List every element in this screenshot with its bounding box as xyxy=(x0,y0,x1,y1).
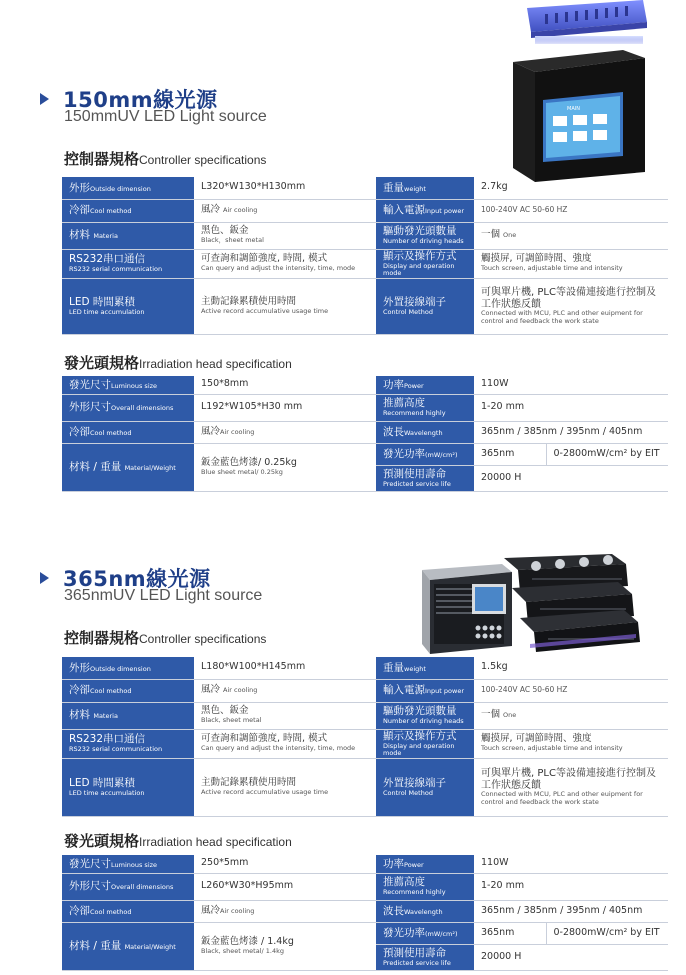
value: 風冷 xyxy=(201,204,221,216)
value: L180*W100*H145mm xyxy=(201,661,306,673)
controller-spec-table-2 xyxy=(62,657,668,817)
table-row xyxy=(62,443,668,465)
value-cell xyxy=(474,679,668,702)
value-cell xyxy=(194,855,376,873)
head-spec-heading-en: Irradiation head specification xyxy=(139,357,292,371)
value-en: Active record accumulative usage time xyxy=(201,787,329,796)
label-cell xyxy=(62,249,194,278)
label-en: Cool method xyxy=(90,207,132,216)
value-cell xyxy=(194,702,376,729)
head-spec-heading-cn: 發光頭規格 xyxy=(64,354,140,372)
table-row xyxy=(62,199,668,222)
table-row xyxy=(62,278,668,334)
label-cn: 冷卻 xyxy=(69,684,90,697)
value: 可與單片機, PLC等設備連接進行控制及工作狀態反饋 xyxy=(481,287,656,310)
label-cn: 驅動發光頭數量 xyxy=(383,225,457,238)
value-cell xyxy=(474,421,668,443)
table-row xyxy=(62,177,668,199)
value-en: One xyxy=(503,711,517,720)
label-en: Luminous size xyxy=(111,860,158,869)
label-en: Overall dimensions xyxy=(111,883,174,892)
value: 365nm xyxy=(481,926,515,938)
table-row xyxy=(62,249,668,278)
label-en: RS232 serial communication xyxy=(69,745,163,754)
value: 觸摸屏, 可調節時間、強度 xyxy=(481,253,592,265)
value-cell xyxy=(194,249,376,278)
value-en: Touch screen, adjustable time and intensity xyxy=(481,264,623,273)
label-cn: 外形尺寸 xyxy=(69,880,111,893)
label-en: Display and operation mode xyxy=(383,741,455,758)
value: 可與單片機, PLC等設備連接進行控制及工作狀態反饋 xyxy=(481,768,656,791)
label-en: weight xyxy=(404,184,426,193)
value-cell xyxy=(194,177,376,199)
value-cell xyxy=(194,657,376,679)
value-cell xyxy=(194,421,376,443)
value-cell xyxy=(474,873,668,900)
label-en: Cool method xyxy=(90,687,132,696)
value-en: Active record accumulative usage time xyxy=(201,306,329,315)
triangle-bullet-icon xyxy=(40,93,49,105)
value-cell xyxy=(474,944,668,970)
label-cell xyxy=(376,443,474,465)
label-cn: 預測使用壽命 xyxy=(383,467,446,480)
label-cell xyxy=(376,679,474,702)
triangle-bullet-icon xyxy=(40,572,49,584)
label-en: Input power xyxy=(425,687,464,696)
label-cell xyxy=(376,657,474,679)
value: 365nm xyxy=(481,447,515,459)
value: 20000 H xyxy=(481,471,522,483)
table-row xyxy=(62,855,668,873)
value: 風冷 xyxy=(201,425,221,437)
table-row xyxy=(62,702,668,729)
value-en: Black，sheet metal xyxy=(201,236,264,245)
label-en: (mW/cm²) xyxy=(425,450,458,459)
label-cn: 材料 / 重量 xyxy=(69,939,122,952)
table-row xyxy=(62,657,668,679)
label-en: Luminous size xyxy=(111,381,158,390)
label-en: Number of driving heads xyxy=(383,717,464,726)
value: 主動記錄累積使用時間 xyxy=(201,776,297,788)
label-en: Number of driving heads xyxy=(383,237,464,246)
value-en: Black, sheet metal/ 1.4kg xyxy=(201,946,284,955)
label-en: Display and operation mode xyxy=(383,261,455,278)
label-cn: 功率 xyxy=(383,857,404,870)
label-cell xyxy=(62,702,194,729)
value-en: Can query and adjust the intensity, time, mode xyxy=(201,264,356,273)
label-cell xyxy=(376,199,474,222)
label-cell xyxy=(376,465,474,491)
value-cell xyxy=(194,922,376,970)
label-en: Cool method xyxy=(90,907,132,916)
value-cell xyxy=(474,855,668,873)
label-en: Material/Weight xyxy=(124,942,176,951)
value: 主動記錄累積使用時間 xyxy=(201,295,297,307)
value: 觸摸屏, 可調節時間、強度 xyxy=(481,733,592,745)
label-cell xyxy=(376,729,474,758)
label-cell xyxy=(62,922,194,970)
label-cn: 冷卻 xyxy=(69,425,90,438)
label-cell xyxy=(376,702,474,729)
label-cn: 冷卻 xyxy=(69,904,90,917)
value-en: Black, sheet metal xyxy=(201,716,262,725)
label-cn: 材料 xyxy=(69,709,90,722)
value-cell xyxy=(194,376,376,394)
label-cn: 輸入電源 xyxy=(383,204,425,217)
value-cell xyxy=(474,199,668,222)
value-cell xyxy=(474,922,546,944)
value-en: One xyxy=(503,231,517,240)
label-cell xyxy=(62,900,194,922)
label-cn: 推薦高度 xyxy=(383,876,425,889)
label-cn: 外形 xyxy=(69,181,90,194)
label-cell xyxy=(376,922,474,944)
value: 風冷 xyxy=(201,684,221,696)
label-cn: 重量 xyxy=(383,181,404,194)
value-cell xyxy=(474,249,668,278)
label-cn: 波長 xyxy=(383,425,404,438)
label-cell xyxy=(376,394,474,421)
label-en: Power xyxy=(404,381,424,390)
table-row xyxy=(62,376,668,394)
label-cn: 外置接線端子 xyxy=(383,295,446,308)
controller-spec-heading-2 xyxy=(64,627,266,648)
label-en: LED time accumulation xyxy=(69,307,145,316)
label-cell xyxy=(376,855,474,873)
value-cell xyxy=(194,758,376,816)
value: 1-20 mm xyxy=(481,880,525,892)
value-en: Blue sheet metal/ 0.25kg xyxy=(201,467,283,476)
value: 1-20 mm xyxy=(481,401,525,413)
value: 100-240V AC 50-60 HZ xyxy=(481,685,568,695)
label-en: Overall dimensions xyxy=(111,404,174,413)
value-cell xyxy=(474,278,668,334)
section-1-subtitle: 150mmUV LED Light source xyxy=(64,108,267,125)
value: L320*W130*H130mm xyxy=(201,181,306,193)
value-cell xyxy=(194,873,376,900)
table-row xyxy=(62,729,668,758)
value: 365nm / 385nm / 395nm / 405nm xyxy=(481,904,643,916)
label-cell xyxy=(376,376,474,394)
section-2-subtitle: 365nmUV LED Light source xyxy=(64,587,263,604)
label-cell xyxy=(62,421,194,443)
value-cell xyxy=(474,702,668,729)
value-cell xyxy=(474,758,668,816)
label-en: Wavelength xyxy=(404,907,443,916)
value: 2.7kg xyxy=(481,181,508,193)
value: 一個 xyxy=(481,229,501,241)
controller-spec-heading-en: Controller specifications xyxy=(139,153,267,167)
value-en: Air cooling xyxy=(223,206,258,215)
value: 0-2800mW/cm² by EIT xyxy=(553,926,660,938)
section-1-title: 150mm線光源 xyxy=(63,88,218,112)
value: 1.5kg xyxy=(481,661,508,673)
value-en: Connected with MCU, PLC and other euipment for control and feedback the work state xyxy=(481,309,643,325)
table-row xyxy=(62,873,668,900)
label-en: Materia xyxy=(93,712,118,721)
table-row xyxy=(62,222,668,249)
value: 黑色、鈑金 xyxy=(201,225,249,237)
label-en: LED time accumulation xyxy=(69,788,145,797)
label-cell xyxy=(376,944,474,970)
label-en: Control Method xyxy=(383,307,433,316)
value: 110W xyxy=(481,378,509,390)
value: 365nm / 385nm / 395nm / 405nm xyxy=(481,425,643,437)
label-cn: 推薦高度 xyxy=(383,397,425,410)
label-cn: 重量 xyxy=(383,661,404,674)
value-cell xyxy=(194,199,376,222)
label-cell xyxy=(376,278,474,334)
value-en: Touch screen, adjustable time and intensity xyxy=(481,744,623,753)
label-cn: 發光尺寸 xyxy=(69,378,111,391)
label-cn: RS232串口通信 xyxy=(69,253,146,266)
value-en: Air cooling xyxy=(220,427,255,436)
value: 250*5mm xyxy=(201,857,249,869)
label-cell xyxy=(62,443,194,491)
head-spec-table-1 xyxy=(62,376,668,492)
table-row xyxy=(62,922,668,944)
label-cell xyxy=(62,199,194,222)
value-cell xyxy=(546,443,668,465)
label-cell xyxy=(62,657,194,679)
label-en: Recommend highly xyxy=(383,409,446,418)
label-cn: 材料 / 重量 xyxy=(69,460,122,473)
value: L192*W105*H30 mm xyxy=(201,401,303,413)
label-cn: 功率 xyxy=(383,378,404,391)
label-cn: LED 時間累積 xyxy=(69,776,135,789)
label-cn: 材料 xyxy=(69,229,90,242)
value-cell xyxy=(194,729,376,758)
label-en: Predicted service life xyxy=(383,958,451,967)
label-cn: 外形 xyxy=(69,661,90,674)
controller-spec-heading-en: Controller specifications xyxy=(139,632,267,646)
table-row xyxy=(62,679,668,702)
label-en: RS232 serial communication xyxy=(69,265,163,274)
label-cn: 顯示及操作方式 xyxy=(383,729,457,742)
value-cell xyxy=(194,278,376,334)
product-image-150mm xyxy=(505,0,655,182)
value-cell xyxy=(474,394,668,421)
label-en: Wavelength xyxy=(404,428,443,437)
label-en: Materia xyxy=(93,232,118,241)
label-cn: 外形尺寸 xyxy=(69,401,111,414)
label-cn: 發光尺寸 xyxy=(69,857,111,870)
value-cell xyxy=(474,177,668,199)
label-en: Recommend highly xyxy=(383,888,446,897)
label-cell xyxy=(62,758,194,816)
label-cell xyxy=(62,278,194,334)
label-en: Power xyxy=(404,860,424,869)
screen-title: MAIN xyxy=(567,106,580,112)
label-cell xyxy=(376,249,474,278)
value-cell xyxy=(474,729,668,758)
label-cn: LED 時間累積 xyxy=(69,295,135,308)
controller-spec-table-1 xyxy=(62,177,668,335)
label-cn: 冷卻 xyxy=(69,204,90,217)
value: 可查詢和調節強度, 時間, 模式 xyxy=(201,733,328,745)
label-cell xyxy=(376,222,474,249)
product-image-365nm xyxy=(412,554,642,658)
label-cn: 外置接線端子 xyxy=(383,776,446,789)
value: 150*8mm xyxy=(201,378,249,390)
value-cell xyxy=(474,376,668,394)
label-en: Input power xyxy=(425,207,464,216)
head-spec-heading-cn: 發光頭規格 xyxy=(64,832,140,850)
label-cell xyxy=(62,394,194,421)
label-cn: 顯示及操作方式 xyxy=(383,249,457,262)
label-cell xyxy=(376,900,474,922)
label-cell xyxy=(62,679,194,702)
table-row xyxy=(62,394,668,421)
label-cell xyxy=(62,222,194,249)
label-cell xyxy=(62,177,194,199)
value: 0-2800mW/cm² by EIT xyxy=(553,447,660,459)
label-en: Outside dimension xyxy=(90,184,151,193)
label-en: Material/Weight xyxy=(124,463,176,472)
value-en: Connected with MCU, PLC and other euipment for control and feedback the work state xyxy=(481,790,643,806)
head-spec-heading-1 xyxy=(64,352,292,373)
value-cell xyxy=(194,900,376,922)
label-en: Cool method xyxy=(90,428,132,437)
label-cell xyxy=(376,421,474,443)
label-en: weight xyxy=(404,664,426,673)
table-row xyxy=(62,900,668,922)
value: 風冷 xyxy=(201,904,221,916)
label-cell xyxy=(376,177,474,199)
label-en: (mW/cm²) xyxy=(425,929,458,938)
head-spec-table-2 xyxy=(62,855,668,971)
label-cn: 驅動發光頭數量 xyxy=(383,705,457,718)
value: 110W xyxy=(481,857,509,869)
value-en: Can query and adjust the intensity, time, mode xyxy=(201,744,356,753)
value: 鈑金藍色烤漆 / 1.4kg xyxy=(201,935,294,947)
value: 一個 xyxy=(481,709,501,721)
value-cell xyxy=(474,900,668,922)
label-en: Control Method xyxy=(383,788,433,797)
label-cn: RS232串口通信 xyxy=(69,733,146,746)
controller-spec-heading-1 xyxy=(64,148,266,169)
label-en: Outside dimension xyxy=(90,664,151,673)
label-en: Predicted service life xyxy=(383,479,451,488)
value-cell xyxy=(194,443,376,491)
label-cell xyxy=(376,758,474,816)
value: 20000 H xyxy=(481,950,522,962)
label-cell xyxy=(62,855,194,873)
value-cell xyxy=(474,465,668,491)
label-cn: 波長 xyxy=(383,904,404,917)
value-cell xyxy=(194,679,376,702)
value: 可查詢和調節強度, 時間, 模式 xyxy=(201,253,328,265)
table-row xyxy=(62,421,668,443)
head-spec-heading-en: Irradiation head specification xyxy=(139,835,292,849)
table-row xyxy=(62,758,668,816)
value-cell xyxy=(474,222,668,249)
label-cn: 發光功率 xyxy=(383,926,425,939)
value: 黑色、鈑金 xyxy=(201,705,249,717)
label-cell xyxy=(62,873,194,900)
value-cell xyxy=(474,443,546,465)
controller-spec-heading-cn: 控制器規格 xyxy=(64,629,140,647)
value-cell xyxy=(194,222,376,249)
label-cell xyxy=(62,729,194,758)
value-cell xyxy=(546,922,668,944)
label-cn: 預測使用壽命 xyxy=(383,946,446,959)
value: L260*W30*H95mm xyxy=(201,880,294,892)
value: 100-240V AC 50-60 HZ xyxy=(481,205,568,215)
label-cell xyxy=(62,376,194,394)
value-en: Air cooling xyxy=(223,686,258,695)
value-cell xyxy=(194,394,376,421)
label-cell xyxy=(376,873,474,900)
head-spec-heading-2 xyxy=(64,830,292,851)
value-en: Air cooling xyxy=(220,906,255,915)
label-cn: 發光功率 xyxy=(383,447,425,460)
controller-spec-heading-cn: 控制器規格 xyxy=(64,150,140,168)
section-2-title: 365nm線光源 xyxy=(63,567,211,591)
label-cn: 輸入電源 xyxy=(383,684,425,697)
value: 鈑金藍色烤漆/ 0.25kg xyxy=(201,456,297,468)
value-cell xyxy=(474,657,668,679)
